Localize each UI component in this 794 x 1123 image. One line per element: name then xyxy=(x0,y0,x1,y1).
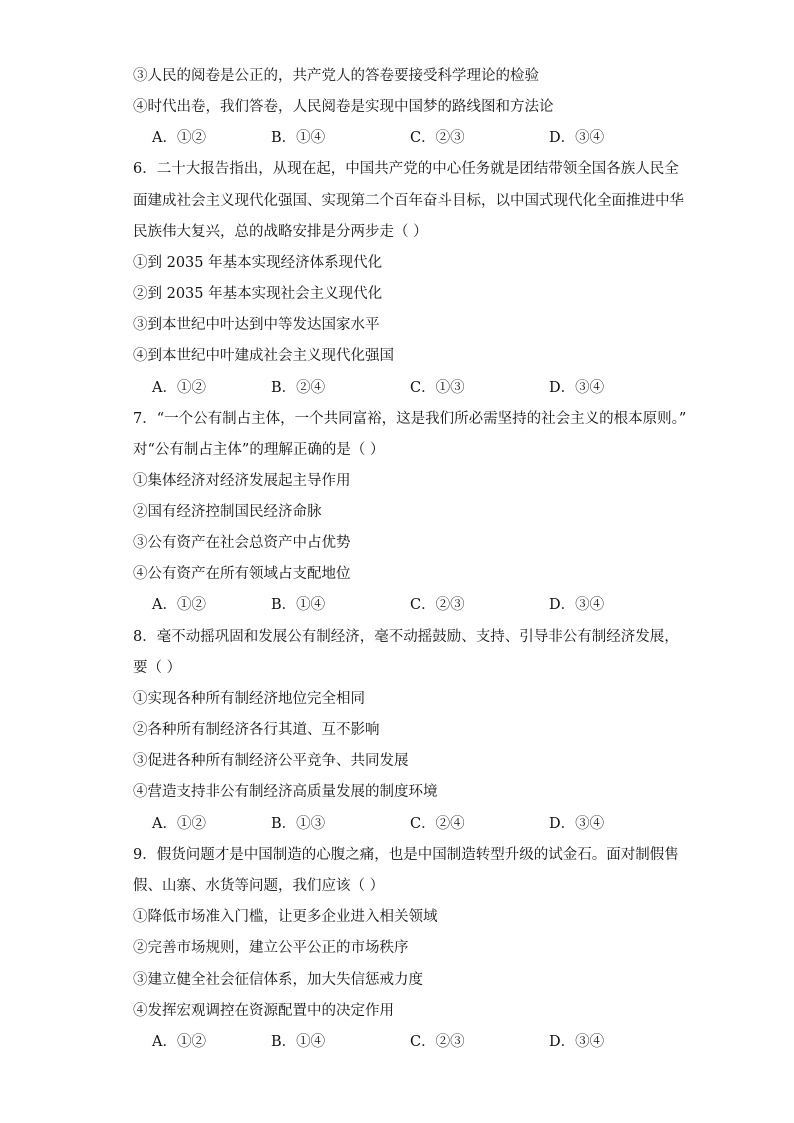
q8-item-2: ②各种所有制经济各行其道、互不影响 xyxy=(133,722,380,738)
q8-option-c: C．②④ xyxy=(410,816,465,832)
q5-option-d: D．③④ xyxy=(549,130,605,146)
q9-stem-line-1: 9．假货问题才是中国制造的心腹之痛，也是中国制造转型升级的试金石。面对制假售 xyxy=(133,847,679,863)
q6-stem-line-3: 民族伟大复兴，总的战略安排是分两步走（ ） xyxy=(133,224,428,240)
q7-option-b: B．①④ xyxy=(271,597,326,613)
q6-option-c: C．①③ xyxy=(410,380,465,396)
q6-item-1: ①到 2035 年基本实现经济体系现代化 xyxy=(133,255,383,271)
q8-stem-line-2: 要（ ） xyxy=(133,660,182,676)
q8-item-3: ③促进各种所有制经济公平竞争、共同发展 xyxy=(133,753,409,769)
q7-stem-line-2: 对“公有制占主体”的理解正确的是（ ） xyxy=(133,442,385,458)
q9-option-b: B．①④ xyxy=(271,1034,326,1050)
q5-option-b: B．①④ xyxy=(271,130,326,146)
q9-item-2: ②完善市场规则，建立公平公正的市场秩序 xyxy=(133,940,409,956)
q9-item-4: ④发挥宏观调控在资源配置中的决定作用 xyxy=(133,1003,394,1019)
q6-option-d: D．③④ xyxy=(549,380,605,396)
q7-item-1: ①集体经济对经济发展起主导作用 xyxy=(133,473,351,489)
q5-item-4: ④时代出卷，我们答卷，人民阅卷是实现中国梦的路线图和方法论 xyxy=(133,99,554,115)
q9-item-3: ③建立健全社会征信体系，加大失信惩戒力度 xyxy=(133,972,423,988)
q8-stem-line-1: 8．毫不动摇巩固和发展公有制经济，毫不动摇鼓励、支持、引导非公有制经济发展， xyxy=(133,629,679,645)
q9-option-d: D．③④ xyxy=(549,1034,605,1050)
q6-item-3: ③到本世纪中叶达到中等发达国家水平 xyxy=(133,317,380,333)
q7-item-3: ③公有资产在社会总资产中占优势 xyxy=(133,535,351,551)
q8-item-1: ①实现各种所有制经济地位完全相同 xyxy=(133,691,365,707)
q9-stem-line-2: 假、山寨、水货等问题，我们应该（ ） xyxy=(133,878,385,894)
q6-option-a: A．①② xyxy=(152,380,206,396)
q9-option-a: A．①② xyxy=(152,1034,206,1050)
q6-item-2: ②到 2035 年基本实现社会主义现代化 xyxy=(133,286,383,302)
q7-item-2: ②国有经济控制国民经济命脉 xyxy=(133,504,322,520)
q6-item-4: ④到本世纪中叶建成社会主义现代化强国 xyxy=(133,348,394,364)
q9-item-1: ①降低市场准入门槛，让更多企业进入相关领域 xyxy=(133,909,438,925)
q5-option-c: C．②③ xyxy=(410,130,465,146)
q8-option-a: A．①② xyxy=(152,816,206,832)
q8-option-d: D．③④ xyxy=(549,816,605,832)
q6-stem-line-2: 面建成社会主义现代化强国、实现第二个百年奋斗目标，以中国式现代化全面推进中华 xyxy=(133,193,684,209)
q6-stem-line-1: 6．二十大报告指出，从现在起，中国共产党的中心任务就是团结带领全国各族人民全 xyxy=(133,161,679,177)
q7-option-d: D．③④ xyxy=(549,597,605,613)
q8-option-b: B．①③ xyxy=(271,816,326,832)
q5-option-a: A．①② xyxy=(152,130,206,146)
q8-item-4: ④营造支持非公有制经济高质量发展的制度环境 xyxy=(133,784,438,800)
q7-option-a: A．①② xyxy=(152,597,206,613)
q7-stem-line-1: 7．“一个公有制占主体，一个共同富裕，这是我们所必需坚持的社会主义的根本原则。” xyxy=(133,411,687,427)
q9-option-c: C．②③ xyxy=(410,1034,465,1050)
q7-option-c: C．②③ xyxy=(410,597,465,613)
q5-item-3: ③人民的阅卷是公正的，共产党人的答卷要接受科学理论的检验 xyxy=(133,68,539,84)
q7-item-4: ④公有资产在所有领域占支配地位 xyxy=(133,566,351,582)
q6-option-b: B．②④ xyxy=(271,380,326,396)
